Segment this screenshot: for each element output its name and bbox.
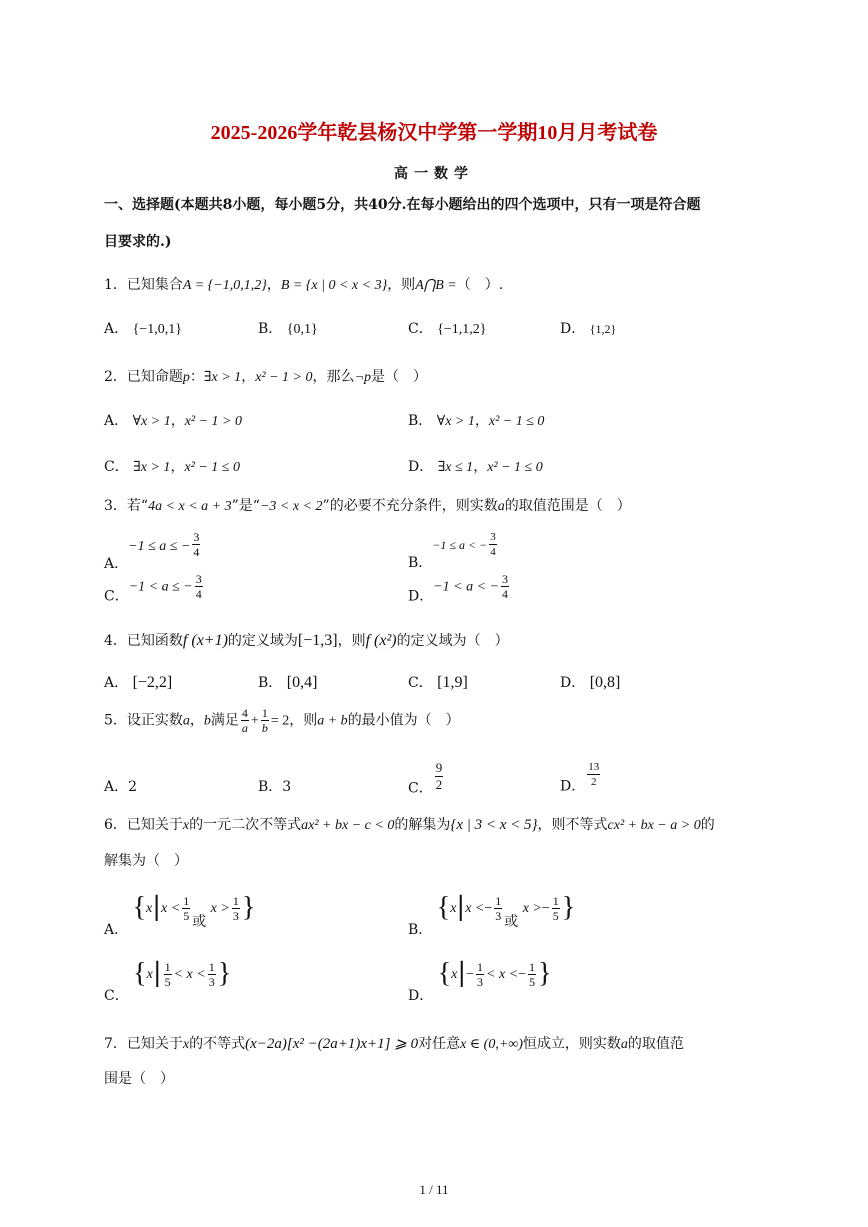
q3-option-d: D．−1 < a < − $\frac{3}{4}$ xyxy=(408,572,509,605)
question-2-stem: 2．已知命题p：∃x > 1，x² − 1 > 0，那么¬p是（ ） xyxy=(104,369,427,385)
question-3-stem: 3．若“4a < x < a + 3”是“−3 < x < 2”的必要不充分条件，则实数a的取值范围是（ ） xyxy=(104,498,631,514)
q6-option-b: B． {x|x <− $\frac{1}{3}$ 或 x >− $\frac{1}{5}$ } xyxy=(408,892,576,938)
question-1-stem: 1．已知集合A = {−1,0,1,2}，B = {x | 0 < x < 3}，则A⋂B =（ ）. xyxy=(104,277,504,293)
question-5-stem: 5．设正实数a，b满足 $\frac{4}{a}$ + $\frac{1}{b}$ = 2，则a + b的最小值为（ ） xyxy=(104,706,460,735)
q6-option-c: C． {x| $\frac{1}{5}$ < x < $\frac{1}{3}$ } xyxy=(104,958,232,1004)
q6-option-a: A． {x|x < $\frac{1}{5}$ 或 x > $\frac{1}{3}$ } xyxy=(104,892,256,938)
q5-option-c: C． $\frac{9}{2}$ xyxy=(408,760,443,797)
question-4-stem: 4．已知函数f (x+1)的定义域为[−1,3]，则f (x²)的定义域为（ ） xyxy=(104,632,509,649)
q5-option-b: B．3 xyxy=(258,779,292,795)
question-6-stem-line2: 解集为（ ） xyxy=(104,853,188,869)
q1-option-a: A． {−1,0,1} xyxy=(104,321,182,337)
q1-option-c: C． {−1,1,2} xyxy=(408,321,487,337)
q2-option-d: D． ∃x ≤ 1，x² − 1 ≤ 0 xyxy=(408,459,543,475)
q5-option-d: D． $\frac{13}{2}$ xyxy=(560,761,600,795)
page-number: 1 / 11 xyxy=(419,1182,449,1197)
q2-option-a: A． ∀x > 1，x² − 1 > 0 xyxy=(104,413,243,429)
question-7-stem: 7．已知关于x的不等式(x−2a)[x² −(2a+1)x+1] ⩾ 0对任意x ∈ (0,+∞)恒成立，则实数a的取值范 xyxy=(104,1036,684,1052)
q3-option-c: C．−1 < a ≤ − $\frac{3}{4}$ xyxy=(104,572,202,605)
q4-option-b: B． [0,4] xyxy=(258,674,318,691)
page-title: 2025-2026学年乾县杨汉中学第一学期10月月考试卷 xyxy=(210,122,658,144)
q6-option-d: D． {x|− $\frac{1}{3}$ < x <− $\frac{1}{5}$ } xyxy=(408,958,552,1004)
q4-option-a: A． [−2,2] xyxy=(104,674,173,691)
q2-option-b: B． ∀x > 1，x² − 1 ≤ 0 xyxy=(408,413,545,429)
q4-option-c: C． [1,9] xyxy=(408,674,468,691)
question-6-stem: 6．已知关于x的一元二次不等式ax² + bx − c < 0的解集为{x | 3 < x < 5}，则不等式cx² + bx − a > 0的 xyxy=(104,817,715,833)
q1-option-b: B． {0,1} xyxy=(258,321,318,337)
q1-option-d: D． {1,2} xyxy=(560,321,617,337)
section-heading-line1: 一、选择题(本题共8小题，每小题5分，共40分.在每小题给出的四个选项中，只有一项是符合题 xyxy=(104,197,701,213)
section-heading-line2: 目要求的.) xyxy=(104,234,172,250)
question-7-stem-line2: 围是（ ） xyxy=(104,1071,174,1087)
q5-option-a: A．2 xyxy=(104,779,138,795)
q3-option-a: A．−1 ≤ a ≤ − $\frac{3}{4}$ xyxy=(104,530,200,572)
subject-heading: 高一数学 xyxy=(394,166,474,182)
q2-option-c: C． ∃x > 1，x² − 1 ≤ 0 xyxy=(104,459,240,475)
q4-option-d: D． [0,8] xyxy=(560,674,621,691)
q3-option-b: B．−1 ≤ a < − $\frac{3}{4}$ xyxy=(408,531,496,571)
